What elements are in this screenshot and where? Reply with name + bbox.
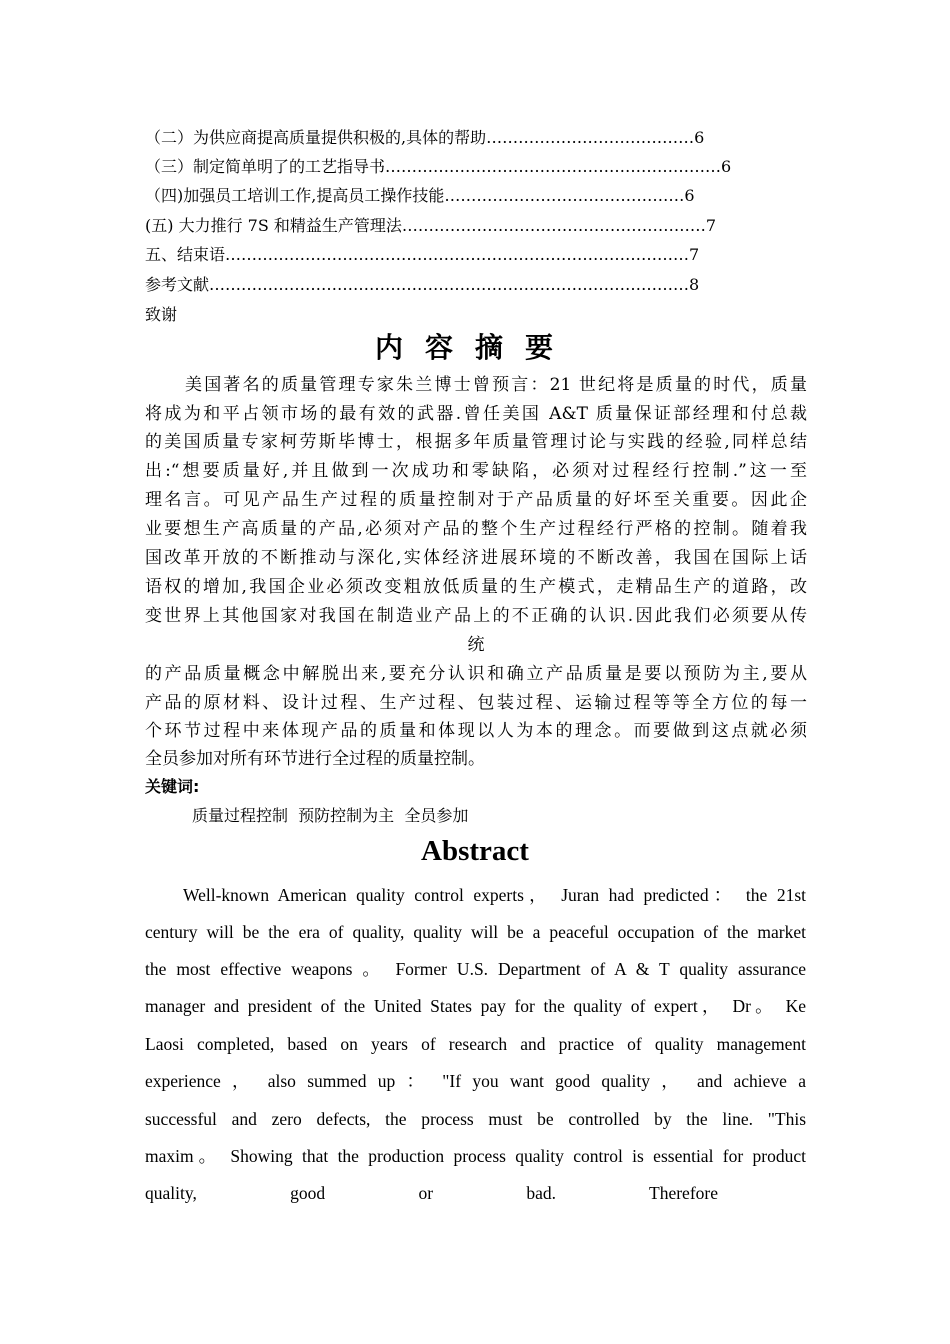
toc-leader: ………………………………… <box>486 128 695 147</box>
paragraph-line: 产品的原材料、设计过程、生产过程、包装过程、运输过程等等全方位的每一 <box>145 693 807 713</box>
toc-entry[interactable] <box>145 123 704 153</box>
paragraph-line: quality, good or bad. Therefore <box>145 1183 718 1203</box>
toc-entry[interactable] <box>145 152 731 182</box>
paragraph-line: Laosi completed, based on years of research and practice of quality management <box>145 1034 806 1054</box>
paragraph-line: 语权的增加,我国企业必须改变粗放低质量的生产模式，走精品生产的道路，改 <box>145 577 807 597</box>
paragraph-line: 国改革开放的不断推动与深化,实体经济进展环境的不断改善，我国在国际上话 <box>145 548 807 568</box>
toc-entry-label: （四)加强员工培训工作,提高员工操作技能 <box>145 186 445 205</box>
toc-entry-label: （三）制定简单明了的工艺指导书 <box>145 157 386 176</box>
paragraph-line: 业要想生产高质量的产品,必须对产品的整个生产过程经行严格的控制。随着我 <box>145 519 807 539</box>
paragraph-line: 个环节过程中来体现产品的质量和体现以人为本的理念。而要做到这点就必须 <box>145 721 807 741</box>
toc-leader: …………………………………………………………………………… <box>225 245 690 264</box>
keywords-list: 质量过程控制 预防控制为主 全员参加 <box>192 806 469 825</box>
toc-entry-label: 参考文献 <box>145 275 210 294</box>
toc-page-number: 7 <box>705 216 717 235</box>
paragraph-line: 理名言。可见产品生产过程的质量控制对于产品质量的好坏至关重要。因此企 <box>145 490 807 510</box>
paragraph-line: experience ， also summed up ： "If you want good quality ， and achieve a <box>145 1071 806 1091</box>
toc-entry-label: （二）为供应商提高质量提供积极的,具体的帮助 <box>145 128 487 147</box>
toc-entry[interactable] <box>145 181 695 211</box>
keywords-label: 关键词: <box>145 777 200 796</box>
paragraph-line: century will be the era of quality, quality will be a peaceful occupation of the market <box>145 922 806 942</box>
abstract-en-title: Abstract <box>421 835 529 867</box>
toc-leader: ……………………………………… <box>444 186 685 205</box>
toc-page-number: 6 <box>684 186 695 205</box>
paragraph-line: 全员参加对所有环节进行全过程的质量控制。 <box>145 749 485 769</box>
paragraph-line: 的产品质量概念中解脱出来,要充分认识和确立产品质量是要以预防为主,要从 <box>145 664 807 684</box>
paragraph-line: the most effective weapons 。 Former U.S. Department of A & T quality assurance <box>145 959 806 979</box>
toc-leader: ……………………………………………………… <box>385 157 722 176</box>
paragraph-line: manager and president of the United States pay for the quality of expert， Dr。 Ke <box>145 996 806 1016</box>
paragraph-line: 美国著名的质量管理专家朱兰博士曾预言：21 世纪将是质量的时代，质量 <box>185 375 807 395</box>
paragraph-line: successful and zero defects, the process must be controlled by the line. "This <box>145 1109 806 1129</box>
toc-entry-label: 致谢 <box>145 305 178 324</box>
toc-entry[interactable] <box>145 300 177 330</box>
toc-leader: ………………………………………………… <box>401 216 706 235</box>
paragraph-line: maxim。 Showing that the production process quality control is essential for product <box>145 1146 806 1166</box>
abstract-zh-title: 内容摘要 <box>374 331 575 364</box>
toc-entry-label: 五、结束语 <box>145 245 226 264</box>
paragraph-line: 的美国质量专家柯劳斯毕博士，根据多年质量管理讨论与实践的经验,同样总结 <box>145 432 807 452</box>
toc-entry[interactable] <box>145 240 699 270</box>
paragraph-line: Well-known American quality control experts， Juran had predicted： the 21st <box>183 885 806 905</box>
toc-page-number: 6 <box>694 128 705 147</box>
toc-entry[interactable] <box>145 270 699 300</box>
toc-entry-label: (五) 大力推行 7S 和精益生产管理法 <box>145 216 402 235</box>
toc-page-number: 7 <box>689 245 700 264</box>
paragraph-line: 统 <box>467 635 485 655</box>
paragraph-line: 将成为和平占领市场的最有效的武器.曾任美国 A&T 质量保证部经理和付总裁 <box>145 404 807 424</box>
paragraph-line: 变世界上其他国家对我国在制造业产品上的不正确的认识.因此我们必须要从传 <box>145 606 807 626</box>
toc-leader: ……………………………………………………………………………… <box>209 275 690 294</box>
toc-page-number: 8 <box>689 275 700 294</box>
toc-page-number: 6 <box>721 157 732 176</box>
toc-entry[interactable] <box>145 211 716 241</box>
paragraph-line: 出:“想要质量好,并且做到一次成功和零缺陷，必须对过程经行控制.”这一至 <box>145 461 807 481</box>
